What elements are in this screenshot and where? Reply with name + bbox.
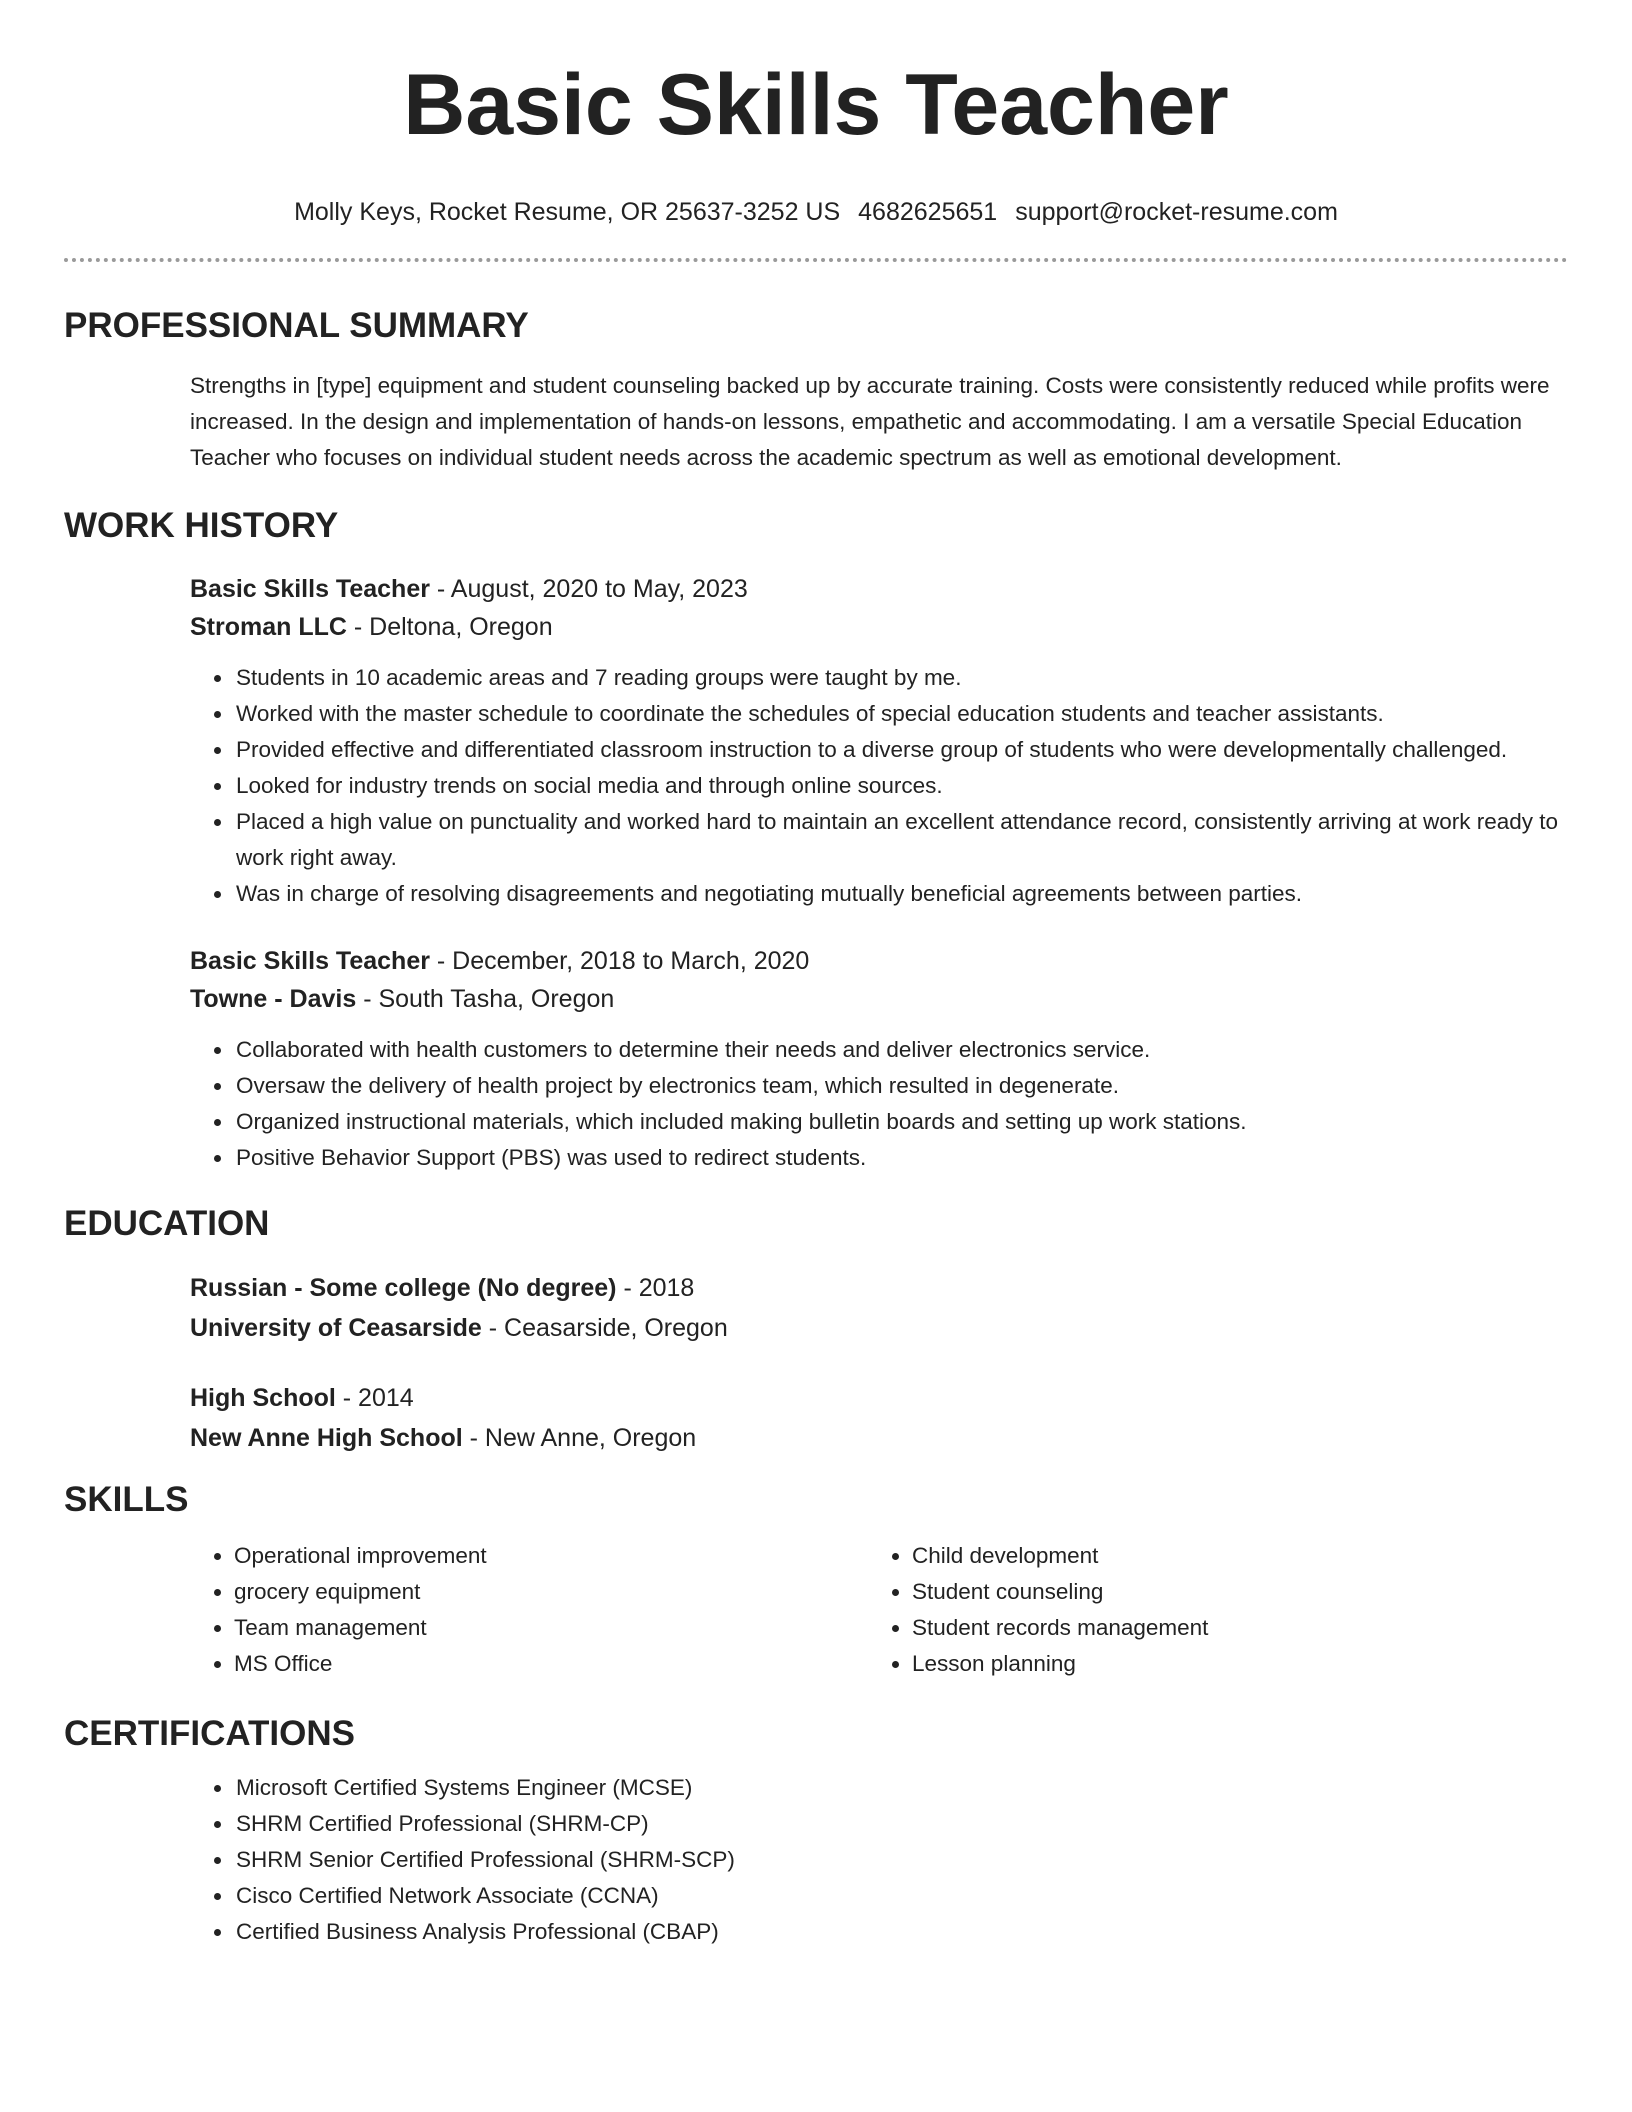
job-entry <box>190 942 1568 1018</box>
list-item: • Was in charge of resolving disagreements and negotiating mutually beneficial agreements between parties. <box>234 876 1568 912</box>
education-school-line <box>190 1308 1568 1348</box>
job-company: Stroman LLC <box>190 613 347 641</box>
list-item: • Organized instructional materials, which included making bulletin boards and setting up work stations. <box>234 1104 1568 1140</box>
resume-title: Basic Skills Teacher <box>403 57 1229 153</box>
education-school: New Anne High School <box>190 1424 463 1452</box>
list-item: • Placed a high value on punctuality and worked hard to maintain an excellent attendance record, consistently arriving at work ready to work right away. <box>234 804 1568 876</box>
job-title: Basic Skills Teacher <box>190 575 430 603</box>
contact-line <box>64 196 1568 228</box>
list-item: • Collaborated with health customers to determine their needs and deliver electronics service. <box>234 1032 1568 1068</box>
section-heading-skills: SKILLS <box>64 1480 189 1519</box>
education-school: University of Ceasarside <box>190 1314 482 1342</box>
list-item: • grocery equipment <box>234 1574 744 1610</box>
job-company-line <box>190 608 1568 646</box>
skills-list-left <box>64 1538 744 1682</box>
list-item: • Students in 10 academic areas and 7 reading groups were taught by me. <box>234 660 1568 696</box>
education-year: - 2014 <box>335 1384 414 1412</box>
list-item: • Provided effective and differentiated classroom instruction to a diverse group of students who were developmentally challenged. <box>234 732 1568 768</box>
job-location: - South Tasha, Oregon <box>356 985 615 1013</box>
job-bullet-list <box>64 660 1568 912</box>
list-item: • Worked with the master schedule to coordinate the schedules of special education students and teacher assistants. <box>234 696 1568 732</box>
section-heading-education: EDUCATION <box>64 1204 270 1243</box>
contact-email: support@rocket-resume.com <box>1015 198 1338 226</box>
job-title-line <box>190 942 1568 980</box>
list-item: • Looked for industry trends on social media and through online sources. <box>234 768 1568 804</box>
job-company: Towne - Davis <box>190 985 357 1013</box>
list-item: • Microsoft Certified Systems Engineer (MCSE) <box>234 1770 1568 1806</box>
dotted-divider <box>64 258 1568 262</box>
list-item: • Oversaw the delivery of health project by electronics team, which resulted in degenerate. <box>234 1068 1568 1104</box>
list-item: • Student counseling <box>912 1574 1422 1610</box>
contact-phone: 4682625651 <box>858 198 998 226</box>
list-item: • MS Office <box>234 1646 744 1682</box>
summary-text: Strengths in [type] equipment and student counseling backed up by accurate training. Costs were consistently reduced while profits were increased. In the design and implementation of hands-on lessons, empathetic and accommodating. I am a versatile Special Education Teacher who focuses on individual student needs across the academic spectrum as well as emotional development. <box>190 373 1550 470</box>
education-degree: Russian - Some college (No degree) <box>190 1274 617 1302</box>
list-item: • SHRM Senior Certified Professional (SHRM-SCP) <box>234 1842 1568 1878</box>
education-entry <box>190 1378 1568 1458</box>
job-title: Basic Skills Teacher <box>190 947 430 975</box>
list-item: • Positive Behavior Support (PBS) was used to redirect students. <box>234 1140 1568 1176</box>
contact-address: Molly Keys, Rocket Resume, OR 25637-3252 US <box>294 198 841 226</box>
section-heading-certifications: CERTIFICATIONS <box>64 1714 356 1753</box>
education-school-line <box>190 1418 1568 1458</box>
education-entry <box>190 1268 1568 1348</box>
certifications-list <box>64 1770 1568 1950</box>
skills-list-right <box>744 1538 1422 1682</box>
education-degree: High School <box>190 1384 336 1412</box>
list-item: • Child development <box>912 1538 1422 1574</box>
job-location: - Deltona, Oregon <box>346 613 553 641</box>
job-company-line <box>190 980 1568 1018</box>
list-item: • SHRM Certified Professional (SHRM-CP) <box>234 1806 1568 1842</box>
job-entry <box>190 570 1568 646</box>
resume-page <box>64 0 1568 1950</box>
education-location: - New Anne, Oregon <box>462 1424 697 1452</box>
list-item: • Lesson planning <box>912 1646 1422 1682</box>
education-degree-line <box>190 1378 1568 1418</box>
list-item: • Certified Business Analysis Professional (CBAP) <box>234 1914 1568 1950</box>
job-dates: - August, 2020 to May, 2023 <box>429 575 748 603</box>
list-item: • Team management <box>234 1610 744 1646</box>
education-degree-line <box>190 1268 1568 1308</box>
job-dates: - December, 2018 to March, 2020 <box>429 947 810 975</box>
list-item: • Cisco Certified Network Associate (CCNA) <box>234 1878 1568 1914</box>
skills-columns <box>64 1538 1568 1682</box>
section-heading-work: WORK HISTORY <box>64 506 339 545</box>
education-year: - 2018 <box>616 1274 695 1302</box>
education-location: - Ceasarside, Oregon <box>481 1314 728 1342</box>
section-heading-summary: PROFESSIONAL SUMMARY <box>64 306 529 345</box>
job-bullet-list <box>64 1032 1568 1176</box>
list-item: • Operational improvement <box>234 1538 744 1574</box>
job-title-line <box>190 570 1568 608</box>
list-item: • Student records management <box>912 1610 1422 1646</box>
